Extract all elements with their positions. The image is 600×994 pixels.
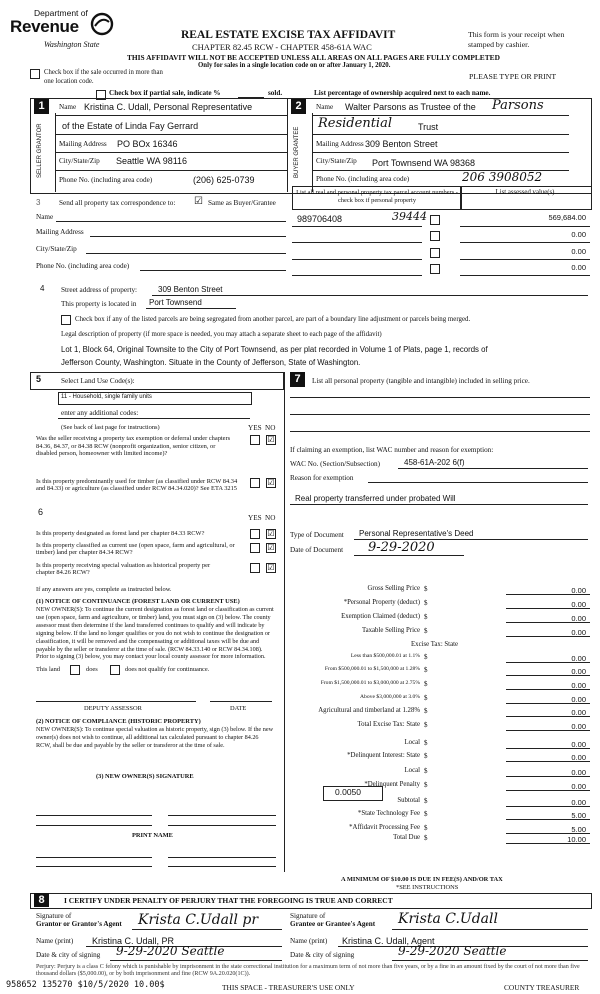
dor-logo	[10, 8, 120, 54]
doc-type: Personal Representative's Deed	[359, 529, 474, 538]
buyer-trust: Trust	[418, 122, 439, 132]
buyer-name-label: Name	[316, 103, 334, 111]
notice-continuance-body: NEW OWNER(S): To continue the current designation as forest land or classification as current use (open space, farm and agriculture, or timber) land, you must sign on (3) below. The county assessor must then determine if the land transferred continues to qualify and will indicate by signing below. If the land no longer qualifies or you do not wish to continue the designation or classification, it will be removed and the compensating or additional taxes will be due and payable by the seller or transferor at the time of sale. (RCW 84.33.140 or RCW 84.34.108). Prior to signing (3) below, you may contact your local county assessor for more information.	[36, 606, 274, 661]
tax-row-value: 0.00	[571, 681, 586, 690]
tax-row-value: 0.00	[571, 798, 586, 807]
tax-row-value: 0.00	[571, 695, 586, 704]
cashier-stamp: 958652 135270 $10/5/2020 10.00$	[6, 980, 169, 990]
tax-row-label: Subtotal	[397, 797, 420, 804]
see-back-note: (See back of last page for instructions)	[61, 424, 160, 431]
notice-compliance-body: NEW OWNER(S): To continue special valuation as historic property, sign (3) below. If the new owner(s) does not wish to continue, all additional tax calculated pursuant to chapter 84.26 RCW, shall be due and payable by the seller or transferor at the time of sale.	[36, 726, 274, 749]
tax-row-dollar: $	[424, 707, 428, 715]
tax-row-value: 0.00	[571, 654, 586, 663]
land-does-not-label: does not qualify for continuance.	[125, 666, 210, 673]
tax-row-label: *Personal Property (deduct)	[343, 599, 420, 606]
tax-row-dollar: $	[424, 752, 428, 760]
tax-row-dollar: $	[424, 680, 428, 688]
parcel-value-1: 569,684.00	[548, 213, 586, 222]
tax-row-value: 0.00	[571, 722, 586, 731]
parcel-personal-checkbox-3[interactable]	[430, 248, 440, 258]
tax-row-value: 0.00	[571, 708, 586, 717]
see-instructions: *SEE INSTRUCTIONS	[396, 884, 459, 891]
tax-row-dollar: $	[424, 627, 428, 635]
form-title: REAL ESTATE EXCISE TAX AFFIDAVIT	[181, 29, 396, 41]
historic-yes-checkbox[interactable]	[250, 563, 260, 573]
tax-row-label: Total Excise Tax: State	[357, 721, 420, 728]
correspondence-label: Send all property tax correspondence to:	[59, 199, 176, 207]
tax-row-label: *Delinquent Penalty	[364, 781, 420, 788]
segregated-checkbox[interactable]	[61, 315, 71, 325]
perjury-notice: Perjury: Perjury is a class C felony which is punishable by imprisonment in the state correctional institution for a maximum term of not more than five years, or by a fine in an amount fixed by the court of not more than five thousand dollars ($5,000.00), or by both imprisonment and fine (RCW 9A.20.020(1C)).	[36, 964, 580, 978]
local-rate: 0.0050	[335, 787, 361, 797]
section-4-number: 4	[40, 284, 45, 293]
any-yes-note: If any answers are yes, complete as instructed below.	[36, 586, 172, 593]
type-or-print: PLEASE TYPE OR PRINT	[469, 72, 557, 81]
grantee-date-city: 9-29-2020 Seattle	[398, 944, 507, 958]
logo-dept-text: Department of	[34, 8, 88, 18]
section-6-number: 6	[38, 507, 44, 517]
grantor-name: Kristina C. Udall, PR	[92, 936, 175, 946]
seller-name-label: Name	[59, 103, 77, 111]
seller-side-label: SELLER GRANTOR	[37, 123, 43, 178]
corr-city-label: City/State/Zip	[36, 245, 77, 253]
certify-title: I CERTIFY UNDER PENALTY OF PERJURY THAT THE FOREGOING IS TRUE AND CORRECT	[64, 896, 393, 905]
tax-row-label: From $500,000.01 to $1,500,000 at 1.28%	[324, 666, 420, 672]
timber-no-checkbox[interactable]: ☑	[267, 478, 275, 487]
print-name-label: PRINT NAME	[132, 832, 173, 839]
same-as-buyer-label: Same as Buyer/Grantee	[208, 199, 276, 207]
tax-row-dollar: $	[424, 721, 428, 729]
assessed-header-text: List assessed value(s)	[495, 189, 555, 196]
exemption-claim-label: If claiming an exemption, list WAC number and reason for exemption:	[290, 446, 494, 454]
land-use-no: NO	[265, 424, 276, 432]
tax-row-value: 5.00	[571, 825, 586, 834]
timber-yes-checkbox[interactable]	[250, 478, 260, 488]
grantee-name-label: Name (print)	[290, 937, 328, 945]
section-3-number: 3	[36, 198, 41, 207]
forest-yes-checkbox[interactable]	[250, 529, 260, 539]
section-5-number: 5	[36, 374, 42, 384]
doc-date-handwritten: 9-29-2020	[368, 540, 435, 555]
tax-row-label: Exemption Claimed (deduct)	[341, 613, 420, 620]
tax-row-value: 0.00	[571, 740, 586, 749]
parcel-hand-1: 39444	[392, 210, 427, 223]
legal-description-1: Lot 1, Block 64, Original Townsite to the City of Port Townsend, as per plat recorded in Volume 1 of Plats, page 1, records of	[61, 345, 488, 354]
tax-row-label: Gross Selling Price	[367, 585, 420, 592]
land-use-code: 11 - Household, single family units	[61, 394, 152, 400]
additional-codes-label: enter any additional codes:	[61, 409, 139, 417]
grantee-sig-label-1: Signature of	[290, 912, 326, 920]
land-does-checkbox[interactable]	[70, 665, 80, 675]
tax-row-dollar: $	[424, 653, 428, 661]
buyer-city: Port Townsend WA 98368	[372, 158, 476, 168]
assessor-date-label: DATE	[230, 705, 247, 712]
grantor-signature: Krista C.Udall pr	[138, 912, 259, 928]
tax-row-dollar: $	[424, 810, 428, 818]
tax-row-dollar: $	[424, 585, 428, 593]
grantor-sig-label-1: Signature of	[36, 912, 72, 920]
segregated-label: Check box if any of the listed parcels are being segregated from another parcel, are part of a boundary line adjustment or parcels being merged.	[75, 316, 471, 323]
exemption-reason: Real property transferred under probated Will	[295, 494, 456, 503]
ownership-pct-note: List percentage of ownership acquired next to each name.	[314, 89, 491, 97]
tax-row-label: Total Due	[393, 834, 420, 841]
tax-row-dollar: $	[424, 824, 428, 832]
legal-description-label: Legal description of property (if more space is needed, you may attach a separate sheet to each page of the affidavit)	[61, 331, 382, 338]
historic-no-checkbox[interactable]: ☑	[267, 563, 275, 572]
buyer-name: Walter Parsons as Trustee of the	[345, 102, 476, 112]
seller-mailing: PO BOx 16346	[117, 139, 178, 149]
section-1-number: 1	[34, 99, 49, 114]
tax-row-label: Taxable Selling Price	[361, 627, 420, 634]
grantor-date-city: 9-29-2020 Seattle	[116, 944, 225, 958]
tax-row-dollar: $	[424, 599, 428, 607]
buyer-side-label: BUYER GRANTEE	[294, 126, 300, 178]
doc-type-label: Type of Document	[290, 531, 344, 539]
revenue-logo-icon	[90, 12, 114, 36]
current-use-yes-checkbox[interactable]	[250, 543, 260, 553]
tax-row-dollar: $	[424, 694, 428, 702]
section-6-yes: YES	[248, 514, 262, 522]
legal-description-2: Jefferson County, Washington. Situate in the County of Jefferson, State of Washington.	[61, 358, 361, 367]
partial-sale-sold: sold.	[268, 89, 283, 97]
tax-row-dollar: $	[424, 797, 428, 805]
notice-continuance-title: (1) NOTICE OF CONTINUANCE (FOREST LAND OR CURRENT USE)	[36, 598, 240, 605]
tax-row-value: 0.00	[571, 600, 586, 609]
buyer-phone-label: Phone No. (including area code)	[316, 175, 410, 183]
grantor-date-label: Date & city of signing	[36, 951, 101, 959]
section-8-number: 8	[34, 893, 49, 907]
parcel-personal-checkbox-4[interactable]	[430, 264, 440, 274]
multi-location-checkbox[interactable]	[30, 69, 40, 79]
section-2-number: 2	[291, 99, 306, 114]
reason-label: Reason for exemption	[290, 474, 354, 482]
historic-question: Is this property receiving special valuation as historical property per chapter 84.26 RCW?	[36, 562, 211, 576]
tax-row-dollar: $	[424, 767, 428, 775]
tax-row-value: 0.00	[571, 667, 586, 676]
tax-row-value: 0.00	[571, 614, 586, 623]
corr-name-label: Name	[36, 213, 54, 221]
seller-phone: (206) 625-0739	[193, 175, 255, 185]
parcel-value-2: 0.00	[571, 230, 586, 239]
buyer-name-line2-handwritten: Residential	[318, 116, 392, 131]
doc-date-label: Date of Document	[290, 546, 344, 554]
located-in: Port Townsend	[149, 298, 202, 307]
tax-row-label: *Affidavit Processing Fee	[349, 824, 420, 831]
parcel-number-1: 989706408	[297, 214, 343, 224]
tax-row-value: 10.00	[567, 835, 586, 844]
this-land-label: This land	[36, 666, 60, 673]
new-owner-signature-label: (3) NEW OWNER(S) SIGNATURE	[96, 773, 194, 780]
tax-row-value: 5.00	[571, 811, 586, 820]
seller-name: Kristina C. Udall, Personal Representative	[84, 102, 253, 112]
seller-city-label: City/State/Zip	[59, 157, 100, 165]
personal-property-label: List all personal property (tangible and intangible) included in selling price.	[312, 377, 530, 385]
tax-row-value: 0.00	[571, 768, 586, 777]
tax-row-label: Local	[404, 767, 420, 774]
section-6-no: NO	[265, 514, 276, 522]
exemption-yes-checkbox[interactable]	[250, 435, 260, 445]
tax-row-label: Excise Tax: State	[411, 641, 458, 648]
tax-row-value: 0.00	[571, 586, 586, 595]
partial-sale-label: Check box if partial sale, indicate %	[109, 89, 221, 97]
tax-row-label: *Delinquent Interest: State	[347, 752, 420, 759]
land-does-not-checkbox[interactable]	[110, 665, 120, 675]
minimum-due: A MINIMUM OF $10.00 IS DUE IN FEE(S) AND/OR TAX	[341, 876, 503, 883]
exemption-question: Was the seller receiving a property tax exemption or deferral under chapters 84.36, 84.37, or 84.38 RCW (nonprofit organization, senior citizen, or disabled person, homeowner with limited income)?	[36, 435, 231, 457]
treasurer-space: THIS SPACE - TREASURER'S USE ONLY	[222, 983, 355, 992]
deputy-assessor-label: DEPUTY ASSESSOR	[84, 705, 142, 712]
tax-row-label: Local	[404, 739, 420, 746]
seller-mailing-label: Mailing Address	[59, 140, 107, 148]
corr-mailing-label: Mailing Address	[36, 228, 84, 236]
wac-number: 458-61A-202 6(f)	[404, 458, 465, 467]
grantee-signature: Krista C.Udall	[398, 911, 498, 927]
forest-no-checkbox[interactable]: ☑	[267, 529, 275, 538]
tax-row-label: From $1,500,000.01 to $3,000,000 at 2.75%	[320, 680, 420, 686]
grantor-sig-label-2: Grantor or Grantor's Agent	[36, 920, 122, 928]
tax-row-dollar: $	[424, 781, 428, 789]
buyer-city-label: City/State/Zip	[316, 157, 357, 165]
acceptance-warning: THIS AFFIDAVIT WILL NOT BE ACCEPTED UNLESS ALL AREAS ON ALL PAGES ARE FULLY COMPLETED	[127, 53, 500, 62]
street-address: 309 Benton Street	[158, 285, 223, 294]
tax-row-label: *State Technology Fee	[357, 810, 420, 817]
tax-row-dollar: $	[424, 666, 428, 674]
section-7-number: 7	[290, 372, 305, 387]
land-use-label: Select Land Use Code(s):	[61, 377, 135, 385]
seller-name-line2: of the Estate of Linda Fay Gerrard	[62, 121, 199, 131]
county-treasurer: COUNTY TREASURER	[504, 983, 580, 992]
grantee-sig-label-2: Grantee or Grantee's Agent	[290, 920, 376, 928]
tax-row-label: Agricultural and timberland at 1.28%	[318, 707, 420, 714]
parcel-value-4: 0.00	[571, 263, 586, 272]
grantor-name-label: Name (print)	[36, 937, 74, 945]
same-as-buyer-checkbox[interactable]: ☑	[194, 196, 203, 207]
tax-row-value: 0.00	[571, 628, 586, 637]
street-address-label: Street address of property:	[61, 286, 138, 294]
tax-row-value: 0.00	[571, 782, 586, 791]
seller-phone-label: Phone No. (including area code)	[59, 176, 153, 184]
grantee-name: Kristina C. Udall, Agent	[342, 936, 435, 946]
current-use-no-checkbox[interactable]: ☑	[267, 543, 275, 552]
buyer-phone-handwritten: 206 3908052	[462, 170, 543, 184]
tax-row-dollar: $	[424, 834, 428, 842]
tax-row-dollar: $	[424, 739, 428, 747]
seller-city: Seattle WA 98116	[116, 156, 188, 166]
buyer-mailing-label: Mailing Address	[316, 140, 364, 148]
land-does-label: does	[86, 666, 98, 673]
buyer-name-handwritten: Parsons	[492, 98, 544, 113]
land-use-yes: YES	[248, 424, 262, 432]
receipt-note: This form is your receipt when stamped by cashier.	[468, 30, 565, 49]
current-use-question: Is this property classified as current use (open space, farm and agricultural, or timber) land per chapter 84.34 RCW?	[36, 542, 235, 556]
parcel-personal-checkbox-1[interactable]	[430, 215, 440, 225]
single-location-note: Only for sales in a single location code on or after January 1, 2020.	[198, 62, 391, 69]
grantee-date-label: Date & city of signing	[290, 951, 355, 959]
form-chapter: CHAPTER 82.45 RCW - CHAPTER 458-61A WAC	[192, 42, 372, 52]
tax-row-dollar: $	[424, 613, 428, 621]
corr-phone-label: Phone No. (including area code)	[36, 262, 130, 270]
located-in-label: This property is located in	[61, 300, 137, 308]
tax-row-label: Above $3,000,000 at 3.0%	[360, 694, 420, 700]
notice-compliance-title: (2) NOTICE OF COMPLIANCE (HISTORIC PROPERTY)	[36, 718, 201, 725]
logo-revenue-text: Revenue	[10, 17, 79, 36]
multi-location-label: Check box if the sale occurred in more than one location code.	[44, 69, 163, 85]
tax-row-value: 0.00	[571, 753, 586, 762]
logo-state-text: Washington State	[44, 40, 100, 49]
parcel-value-3: 0.00	[571, 247, 586, 256]
exemption-no-checkbox[interactable]: ☑	[267, 435, 275, 444]
buyer-mailing: 309 Benton Street	[365, 139, 438, 149]
forest-question: Is this property designated as forest land per chapter 84.33 RCW?	[36, 530, 205, 537]
wac-label: WAC No. (Section/Subsection)	[290, 460, 381, 468]
tax-row-label: Less than $500,000.01 at 1.1%	[350, 653, 420, 659]
parcel-personal-checkbox-2[interactable]	[430, 231, 440, 241]
timber-question: Is this property predominantly used for timber (as classified under RCW 84.34 and 84.33) or agriculture (as classified under RCW 84.34.020)? See ETA 3215	[36, 478, 238, 492]
parcel-header-text: List all real and personal property tax parcel account numbers - check box if personal property	[296, 189, 458, 204]
